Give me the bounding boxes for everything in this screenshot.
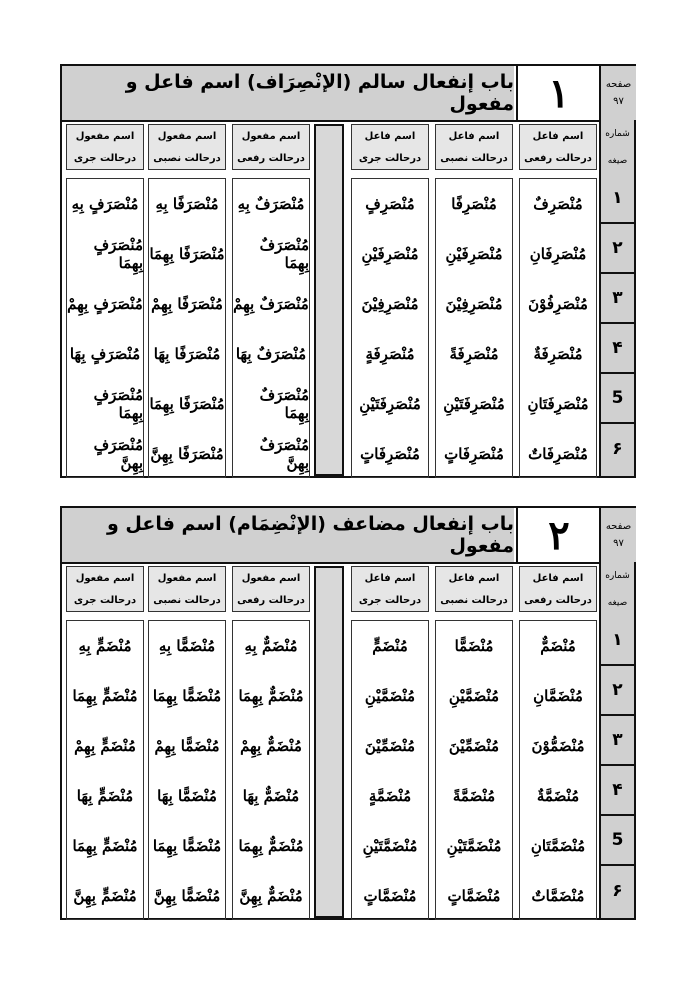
table-cell: مُنْصَرِفَيْنِ <box>445 245 503 263</box>
data-column <box>148 620 226 920</box>
row-header-line2: صیغه <box>607 155 628 166</box>
page-reference <box>599 66 636 120</box>
data-column <box>351 178 429 478</box>
table-cell: مُنْضَمٌّ بِهِنَّ <box>239 887 303 905</box>
column-header-line2: درحالت رفعی <box>524 152 592 164</box>
table-cell: مُنْصَرَفًا بِهِنَّ <box>150 445 224 463</box>
row-number-column <box>599 616 634 918</box>
table-number: ۲ <box>516 508 600 562</box>
table-cell: مُنْضَمٌّ بِهَا <box>242 787 300 805</box>
table-cell: مُنْضَمًّا بِهِنَّ <box>153 887 221 905</box>
column-header <box>435 566 513 612</box>
column-header-line2: درحالت رفعی <box>237 152 305 164</box>
table-title: باب إنفعال سالم (الإنْصِرَاف) اسم فاعل و مفعول <box>62 66 514 120</box>
table-cell: مُنْضَمًّا بِهِمَا <box>152 687 222 705</box>
table-cell: مُنْصَرَفٌ بِهِمْ <box>233 295 309 313</box>
page-number: ۹۷ <box>613 96 624 107</box>
table-cell: مُنْصَرِفِيْنَ <box>445 295 503 313</box>
column-header-line2: درحالت نصبی <box>153 594 221 606</box>
table-cell: مُنْضَمَّةٍ <box>368 787 412 805</box>
column-header-line1: اسم مفعول <box>157 130 217 142</box>
data-column <box>435 178 513 478</box>
table-header <box>62 66 634 122</box>
column-header-line2: درحالت نصبی <box>440 594 508 606</box>
table-cell: مُنْضَمَّاتٍ <box>363 887 417 905</box>
row-header-line1: شماره <box>605 570 630 581</box>
table-cell: مُنْصَرِفًا <box>451 195 497 213</box>
row-number-column <box>599 174 634 476</box>
row-number: ۲ <box>601 666 634 716</box>
column-header <box>519 124 597 170</box>
column-header-line2: درحالت جری <box>358 594 422 606</box>
column-separator <box>314 124 344 476</box>
table-cell: مُنْصَرِفٍ <box>365 195 415 213</box>
column-header <box>519 566 597 612</box>
column-header <box>232 124 310 170</box>
column-headers <box>62 562 634 616</box>
table-cell: مُنْضَمٍّ بِهِمَا <box>72 837 138 855</box>
data-column <box>232 178 310 478</box>
row-number: 5 <box>601 374 634 424</box>
table-cell: مُنْضَمٍّ بِهِمْ <box>74 737 136 755</box>
row-number: ۶ <box>612 439 623 459</box>
table-cell: مُنْضَمِّيْنَ <box>448 737 500 755</box>
table-cell: مُنْضَمٌّ بِهِمَا <box>238 837 304 855</box>
column-header <box>66 124 144 170</box>
table-cell: مُنْصَرَفٌ بِهِمَا <box>259 236 309 272</box>
column-header <box>148 566 226 612</box>
data-column <box>66 178 144 478</box>
page-label: صفحه <box>605 79 632 90</box>
table-cell: مُنْضَمٍّ بِهِنَّ <box>73 887 137 905</box>
conjugation-table <box>60 506 636 920</box>
table-cell: مُنْصَرَفٍ بِهِمَا <box>93 236 143 272</box>
data-column <box>519 178 597 478</box>
data-column <box>351 620 429 920</box>
column-header <box>148 124 226 170</box>
table-cell: مُنْصَرَفًا بِهِ <box>155 195 219 213</box>
page-reference <box>599 508 636 562</box>
table-cell: مُنْضَمٌّ بِهِ <box>244 637 298 655</box>
table-cell: مُنْضَمًّا بِهِمَا <box>152 837 222 855</box>
table-cell: مُنْصَرَفًا بِهِمَا <box>149 395 225 413</box>
column-headers <box>62 120 634 174</box>
table-cell: مُنْضَمِّيْنَ <box>364 737 416 755</box>
column-header-line1: اسم مفعول <box>75 572 135 584</box>
table-cell: مُنْصَرِفَةٍ <box>365 345 415 363</box>
table-cell: مُنْصَرِفَةٌ <box>533 345 583 363</box>
column-header-line2: درحالت نصبی <box>440 152 508 164</box>
table-cell: مُنْضَمًّا <box>454 637 494 655</box>
column-header <box>232 566 310 612</box>
table-cell: مُنْصَرَفٌ بِهِمَا <box>259 386 309 422</box>
row-number: ۲ <box>601 224 634 274</box>
table-header <box>62 508 634 564</box>
table-cell: مُنْصَرَفٌ بِهَا <box>235 345 307 363</box>
column-header <box>351 124 429 170</box>
column-header-line1: اسم مفعول <box>241 572 301 584</box>
table-cell: مُنْضَمٍّ بِهِ <box>78 637 132 655</box>
table-cell: مُنْضَمٌّ <box>540 637 576 655</box>
table-cell: مُنْضَمٍّ بِهَا <box>76 787 134 805</box>
row-number: ۴ <box>601 324 634 374</box>
table-cell: مُنْصَرَفٍ بِهَا <box>69 345 141 363</box>
table-cell: مُنْصَرَفًا بِهِمَا <box>149 245 225 263</box>
column-header-line1: اسم فاعل <box>448 130 500 142</box>
table-cell: مُنْضَمًّا بِهِمْ <box>154 737 220 755</box>
table-cell: مُنْضَمٍّ <box>372 637 408 655</box>
table-cell: مُنْصَرِفَاتٌ <box>528 445 588 463</box>
row-header-line2: صیغه <box>607 597 628 608</box>
table-cell: مُنْصَرِفُوْنَ <box>528 295 588 313</box>
data-column <box>435 620 513 920</box>
conjugation-table <box>60 64 636 478</box>
column-header <box>66 566 144 612</box>
page-label: صفحه <box>605 521 632 532</box>
column-header-line2: درحالت جری <box>358 152 422 164</box>
table-cell: مُنْضَمَّانِ <box>533 687 583 705</box>
row-number: ۱ <box>601 616 634 666</box>
table-cell: مُنْصَرَفٍ بِهِ <box>71 195 139 213</box>
table-cell: مُنْضَمُّوْنَ <box>531 737 585 755</box>
column-header-line2: درحالت جری <box>73 594 137 606</box>
column-header-line1: اسم فاعل <box>364 130 416 142</box>
table-cell: مُنْصَرَفٍ بِهِنَّ <box>93 436 143 472</box>
table-cell: مُنْصَرِفَةً <box>449 345 499 363</box>
column-header-line1: اسم فاعل <box>532 130 584 142</box>
column-header-line1: اسم فاعل <box>364 572 416 584</box>
column-header-line2: درحالت رفعی <box>524 594 592 606</box>
row-header-line1: شماره <box>605 128 630 139</box>
table-cell: مُنْضَمًّا بِهَا <box>157 787 217 805</box>
table-cell: مُنْصَرَفًا بِهَا <box>153 345 221 363</box>
table-cell: مُنْصَرَفٍ بِهِمْ <box>67 295 143 313</box>
table-cell: مُنْصَرَفٌ بِهِنَّ <box>259 436 309 472</box>
column-header-line2: درحالت رفعی <box>237 594 305 606</box>
column-header-line1: اسم مفعول <box>157 572 217 584</box>
table-cell: مُنْضَمٌّ بِهِمْ <box>240 737 302 755</box>
column-header <box>435 124 513 170</box>
table-cell: مُنْضَمَّاتٌ <box>531 887 585 905</box>
row-number: ۴ <box>601 766 634 816</box>
table-cell: مُنْصَرِفَانِ <box>529 245 587 263</box>
column-header-line1: اسم مفعول <box>241 130 301 142</box>
column-header-line1: اسم مفعول <box>75 130 135 142</box>
row-number: ۱ <box>601 174 634 224</box>
column-header-line1: اسم فاعل <box>448 572 500 584</box>
table-cell: مُنْصَرِفِيْنَ <box>361 295 419 313</box>
table-cell: مُنْصَرِفَتَانِ <box>527 395 589 413</box>
table-cell: مُنْصَرِفَتَيْنِ <box>443 395 505 413</box>
row-number: ۳ <box>601 716 634 766</box>
column-header <box>351 566 429 612</box>
table-cell: مُنْصَرِفَاتٍ <box>444 445 504 463</box>
table-cell: مُنْضَمٌّ بِهِمَا <box>238 687 304 705</box>
table-cell: مُنْصَرَفًا بِهِمْ <box>151 295 223 313</box>
table-cell: مُنْصَرَفٌ بِهِ <box>237 195 305 213</box>
table-number: ۱ <box>516 66 600 120</box>
column-header-line2: درحالت نصبی <box>153 152 221 164</box>
row-number-header <box>599 562 634 616</box>
row-number-header <box>599 120 634 174</box>
data-column <box>232 620 310 920</box>
table-cell: مُنْضَمًّا بِهِ <box>158 637 216 655</box>
data-column <box>519 620 597 920</box>
table-cell: مُنْصَرِفَيْنِ <box>361 245 419 263</box>
table-title: باب إنفعال مضاعف (الإنْضِمَام) اسم فاعل و مفعول <box>62 508 514 562</box>
table-cell: مُنْصَرَفٍ بِهِمَا <box>93 386 143 422</box>
table-cell: مُنْضَمَّيْنِ <box>448 687 500 705</box>
table-cell: مُنْصَرِفٌ <box>533 195 583 213</box>
row-number: ۳ <box>601 274 634 324</box>
table-cell: مُنْضَمَّتَيْنِ <box>362 837 418 855</box>
table-cell: مُنْضَمَّيْنِ <box>364 687 416 705</box>
row-number: 5 <box>601 816 634 866</box>
table-cell: مُنْضَمَّتَيْنِ <box>446 837 502 855</box>
table-cell: مُنْضَمَّاتٍ <box>447 887 501 905</box>
data-column <box>148 178 226 478</box>
column-header-line2: درحالت جری <box>73 152 137 164</box>
table-cell: مُنْضَمَّةٌ <box>536 787 580 805</box>
row-number: ۶ <box>612 881 623 901</box>
column-separator <box>314 566 344 918</box>
table-cell: مُنْصَرِفَتَيْنِ <box>359 395 421 413</box>
table-cell: مُنْضَمَّتَانِ <box>530 837 586 855</box>
column-header-line1: اسم فاعل <box>532 572 584 584</box>
page-number: ۹۷ <box>613 538 624 549</box>
table-cell: مُنْصَرِفَاتٍ <box>360 445 420 463</box>
table-cell: مُنْضَمَّةً <box>452 787 496 805</box>
data-column <box>66 620 144 920</box>
table-cell: مُنْضَمٍّ بِهِمَا <box>72 687 138 705</box>
